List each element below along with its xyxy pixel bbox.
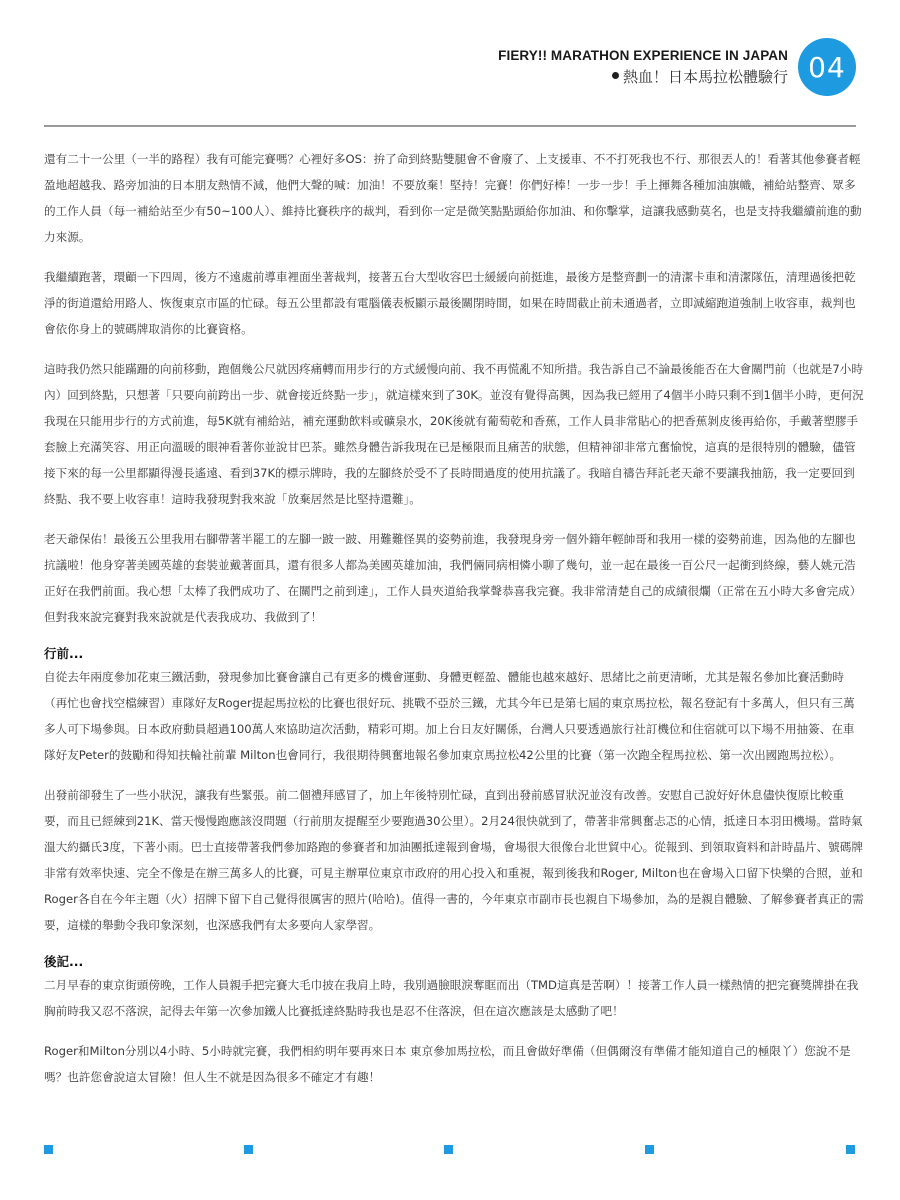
footer-decoration [44,1145,856,1155]
paragraph-1: 還有二十一公里（一半的路程）我有可能完賽嗎？心裡好多OS：拚了命到終點雙腿會不會廢了、上支援車、不不打死我也不行、那很丟人的！看著其他參賽者輕盈地超越我、路旁加油的日本朋友熱情不減，他們大聲的喊：加油！不要放棄！堅持！完賽！你們好棒！一步一步！手上揮舞各種加油旗幟，補給站整齊、眾多的工作人員（每一補給站至少有50~100人）、維持比賽秩序的裁判，看到你一定是微笑點點頭給你加油、和你擊掌，這讓我感動莫名，也是支持我繼續前進的動力來源。 [44,152,862,244]
paragraph-5: 自從去年兩度參加花東三鐵活動，發現參加比賽會讓自己有更多的機會運動、身體更輕盈、體能也越來越好、思緒比之前更清晰，尤其是報名參加比賽活動時（再忙也會找空檔練習）車隊好友Roger提起馬拉松的比賽也很好玩、挑戰不亞於三鐵，尤其今年已是第七屆的東京馬拉松，報名登記有十多萬人，但只有三萬多人可下場參與。日本政府動員超過100萬人來協助這次活動，精彩可期。加上台日友好關係，台灣人只要透過旅行社訂機位和住宿就可以下場不用抽簽、在車隊好友Peter的鼓勵和得知扶輪社前輩 Milton也會同行，我很期待興奮地報名參加東京馬拉松42公里的比賽（第一次跑全程馬拉松、第一次出國跑馬拉松）。 [44,670,855,762]
footer-square-icon [244,1145,253,1154]
paragraph-3: 這時我仍然只能蹣跚的向前移動，跑個幾公尺就因疼痛轉而用步行的方式緩慢向前、我不再慌亂不知所措。我告訴自己不論最後能否在大會關門前（也就是7小時內）回到終點，只想著「只要向前跨出一步、就會接近終點一步」，就這樣來到了30K。並沒有覺得高興，因為我已經用了4個半小時只剩不到1個半小時，更何況我現在只能用步行的方式前進，每5K就有補給站，補充運動飲料或礦泉水，20K後就有葡萄乾和香蕉，工作人員非常貼心的把香蕉剝皮後再給你，手戴著塑膠手套臉上充滿笑容、用正向溫暖的眼神看著你並說甘巴茶。雖然身體告訴我現在已是極限而且痛苦的狀態，但精神卻非常亢奮愉悅，這真的是很特別的體驗，儘管接下來的每一公里都顯得漫長遙遠、看到37K的標示牌時，我的左腳終於受不了長時間過度的使用抗議了。我暗自禱告拜託老天爺不要讓我抽筋，我一定要回到終點、我不要上收容車！這時我發現對我來說「放棄居然是比堅持還難」。 [44,362,864,506]
article-body [44,146,864,1104]
footer-square-icon [444,1145,453,1154]
chinese-title-line [498,66,788,87]
bullet-dot-icon [612,72,619,79]
header-titles [498,48,788,87]
footer-square-icon [645,1145,654,1154]
page-number-badge: 04 [798,38,856,96]
footer-square-icon [44,1145,53,1154]
chinese-title: 熱血！日本馬拉松體驗行 [622,67,788,86]
header-divider [44,125,856,127]
paragraph-4: 老天爺保佑！最後五公里我用右腳帶著半罷工的左腳一跛一跛、用難難怪異的姿勢前進，我發現身旁一個外籍年輕帥哥和我用一樣的姿勢前進，因為他的左腳也抗議啦！他身穿著美國英雄的套裝並戴著面具，還有很多人都為美國英雄加油，我們倆同病相憐小聊了幾句，並一起在最後一百公尺一起衝到終線，藝人姚元浩正好在我們前面。我心想「太棒了我們成功了、在關門之前到達」，工作人員夾道給我掌聲恭喜我完賽。我非常清楚自己的成績很爛（正常在五小時大多會完成）但對我來說完賽對我來說就是代表我成功、我做到了！ [44,532,862,624]
paragraph-7: 二月早春的東京街頭傍晚，工作人員親手把完賽大毛巾披在我肩上時，我別過臉眼淚奪眶而出（TMD這真是苦啊）！接著工作人員一樣熱情的把完賽獎牌掛在我胸前時我又忍不落淚，記得去年第一次參加鐵人比賽抵達終點時我也是忍不住落淚，但在這次應該是太感動了吧！ [44,978,859,1018]
section-heading-before-trip: 行前... [44,646,84,661]
section-heading-afterword: 後記... [44,954,84,969]
page-header [498,38,856,96]
paragraph-2: 我繼續跑著，環顧一下四周，後方不遠處前導車裡面坐著裁判，接著五台大型收容巴士緩緩向前挺進，最後方是整齊劃一的清潔卡車和清潔隊伍，清理過後把乾淨的街道還給用路人、恢復東京市區的忙碌。每五公里都設有電腦儀表板顯示最後關閉時間，如果在時間截止前未通過者，立即減縮跑道強制上收容車，裁判也會依你身上的號碼牌取消你的比賽資格。 [44,270,856,336]
paragraph-6: 出發前卻發生了一些小狀況，讓我有些緊張。前二個禮拜感冒了，加上年後特別忙碌，直到出發前感冒狀況並沒有改善。安慰自己說好好休息儘快復原比較重要，而且已經練到21K、當天慢慢跑應該沒問題（行前朋友提醒至少要跑過30公里）。2月24很快就到了，帶著非常興奮忐忑的心情，抵達日本羽田機場。當時氣溫大約攝氏3度，下著小雨。巴士直接帶著我們參加路跑的參賽者和加油團抵達報到會場，會場很大很像台北世貿中心。從報到、到領取資料和計時晶片、號碼牌非常有效率快速、完全不像是在辦三萬多人的比賽，可見主辦單位東京市政府的用心投入和重視，報到後我和Roger, Milton也在會場入口留下快樂的合照，並和Roger各自在今年主題（火）招牌下留下自己覺得很厲害的照片(哈哈)。值得一書的，今年東京市副市長也親自下場參加，為的是親自體驗、了解參賽者真正的需要，這樣的舉動令我印象深刻，也深感我們有太多要向人家學習。 [44,788,864,932]
paragraph-8: Roger和Milton分別以4小時、5小時就完賽，我們相約明年要再來日本 東京參加馬拉松，而且會做好準備（但偶爾沒有準備才能知道自己的極限丫）您說不是嗎？也許您會說這太冒險！但人生不就是因為很多不確定才有趣！ [44,1044,851,1084]
footer-square-icon [846,1145,855,1154]
english-title: FIERY!! MARATHON EXPERIENCE IN JAPAN [498,47,788,63]
